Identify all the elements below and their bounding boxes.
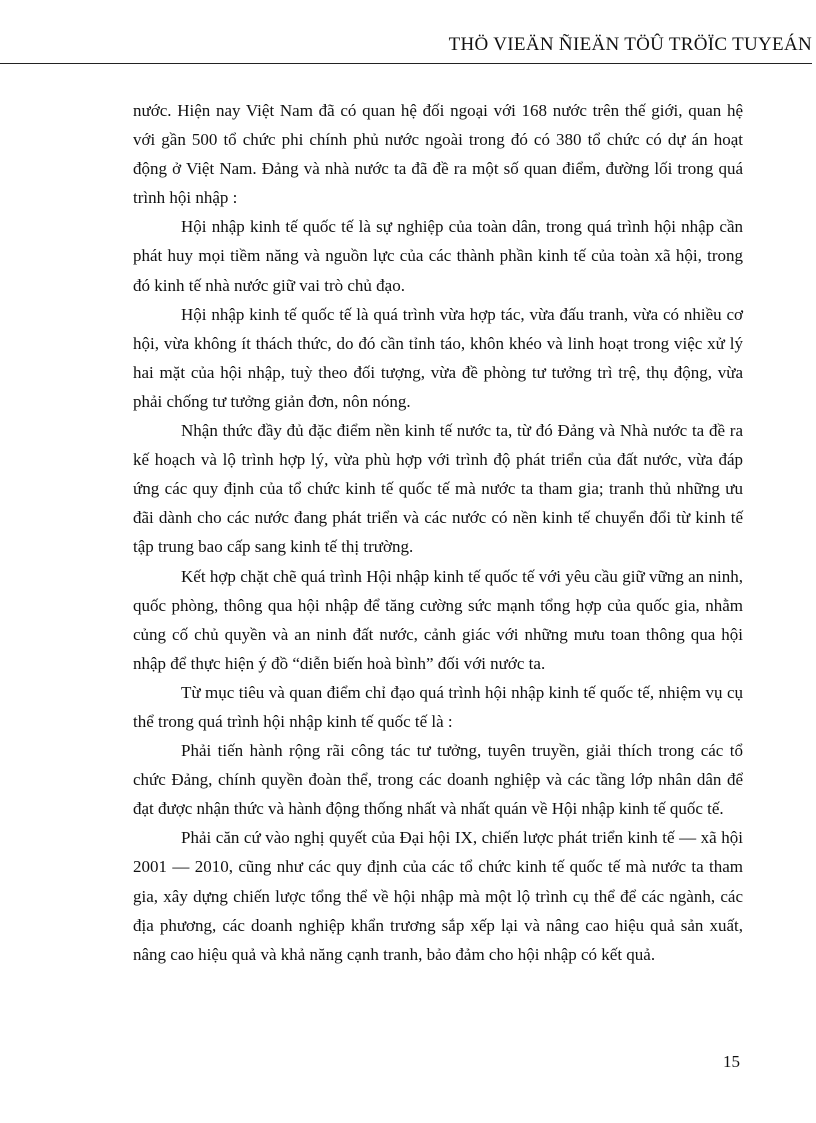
header-title: THÖ VIEÄN ÑIEÄN TÖÛ TRÖÏC TUYEÁN <box>448 34 812 55</box>
page-number: 15 <box>723 1052 740 1071</box>
paragraph: Nhận thức đầy đủ đặc điểm nền kinh tế nước ta, từ đó Đảng và Nhà nước ta đề ra kế hoạch và lộ trình hợp lý, vừa phù hợp với trình độ phát triển của đất nước, vừa đáp ứng các quy định của tổ chức kinh tế quốc tế mà nước ta tham gia; tranh thủ những ưu đãi dành cho các nước đang phát triển và các nước có nền kinh tế chuyển đổi từ kinh tế tập trung bao cấp sang kinh tế thị trường. <box>133 421 743 557</box>
paragraph: Phải tiến hành rộng rãi công tác tư tưởng, tuyên truyền, giải thích trong các tổ chức Đảng, chính quyền đoàn thể, trong các doanh nghiệp và các tầng lớp nhân dân để đạt được nhận thức và hành động thống nhất và nhất quán về Hội nhập kinh tế quốc tế. <box>133 741 743 819</box>
paragraph: Từ mục tiêu và quan điểm chỉ đạo quá trình hội nhập kinh tế quốc tế, nhiệm vụ cụ thể trong quá trình hội nhập kinh tế quốc tế là : <box>133 682 743 731</box>
paragraph: Kết hợp chặt chẽ quá trình Hội nhập kinh tế quốc tế với yêu cầu giữ vững an ninh, quốc phòng, thông qua hội nhập để tăng cường sức mạnh tổng hợp của quốc gia, nhằm củng cố chủ quyền và an ninh đất nước, cảnh giác với những mưu toan thông qua hội nhập để thực hiện ý đồ “diễn biến hoà bình” đối với nước ta. <box>133 566 743 673</box>
body-text <box>133 96 743 969</box>
paragraph: nước. Hiện nay Việt Nam đã có quan hệ đối ngoại với 168 nước trên thế giới, quan hệ với gần 500 tổ chức phi chính phủ nước ngoài trong đó có 380 tổ chức có dự án hoạt động ở Việt Nam. Đảng và nhà nước ta đã đề ra một số quan điểm, đường lối trong quá trình hội nhập : <box>133 101 743 208</box>
paragraph: Phải căn cứ vào nghị quyết của Đại hội IX, chiến lược phát triển kinh tế — xã hội 2001 — 2010, cũng như các quy định của các tổ chức kinh tế quốc tế mà nước ta tham gia, xây dựng chiến lược tổng thể về hội nhập mà một lộ trình cụ thể để các ngành, các địa phương, các doanh nghiệp khẩn trương sắp xếp lại và nâng cao hiệu quả sản xuất, nâng cao hiệu quả và khả năng cạnh tranh, bảo đảm cho hội nhập có kết quả. <box>133 828 743 964</box>
paragraph: Hội nhập kinh tế quốc tế là sự nghiệp của toàn dân, trong quá trình hội nhập cần phát huy mọi tiềm năng và nguồn lực của các thành phần kinh tế của toàn xã hội, trong đó kinh tế nhà nước giữ vai trò chủ đạo. <box>133 217 743 295</box>
page-header <box>0 34 812 64</box>
header-divider <box>0 63 812 64</box>
paragraph: Hội nhập kinh tế quốc tế là quá trình vừa hợp tác, vừa đấu tranh, vừa có nhiều cơ hội, vừa không ít thách thức, do đó cần tỉnh táo, khôn khéo và linh hoạt trong việc xử lý hai mặt của hội nhập, tuỳ theo đối tượng, vừa đề phòng tư tưởng trì trệ, thụ động, vừa phải chống tư tưởng giản đơn, nôn nóng. <box>133 304 743 411</box>
